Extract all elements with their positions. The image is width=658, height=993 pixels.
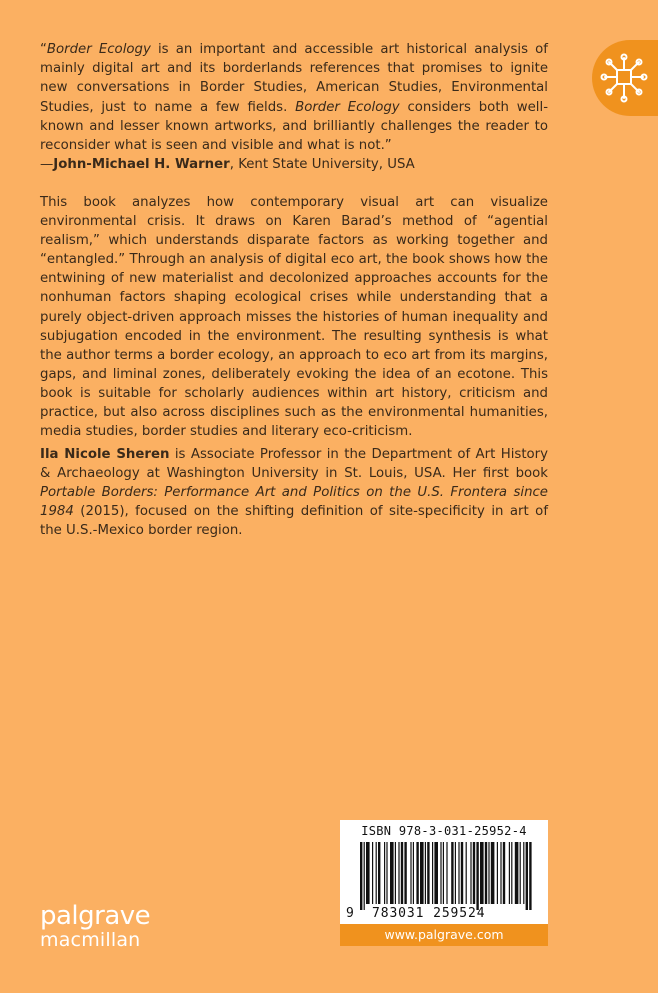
barcode-bar	[473, 842, 475, 904]
barcode-bar	[366, 842, 370, 904]
quote-affiliation: , Kent State University, USA	[229, 157, 415, 173]
barcode-bar	[372, 842, 373, 904]
barcode-bar	[416, 842, 418, 904]
barcode-bar	[446, 842, 447, 904]
barcode-bar	[410, 842, 411, 904]
barcode-bar	[503, 842, 505, 904]
network-node-icon	[600, 52, 650, 104]
barcode-bar	[529, 842, 531, 910]
barcode-bar	[515, 842, 519, 904]
barcode-bar	[451, 842, 453, 904]
quote-text: is an important and accessible art historical analysis of mainly digital art and its borderlands references that promises to ignite new conversations in Border Studies, American Studies, Environmental Studies, just to name a few fields.	[40, 42, 548, 115]
endorsement-quote	[40, 40, 548, 175]
book-summary: This book analyzes how contemporary visual art can visualize environmental crisis. It draws on Karen Barad’s method of “agential realism,” which understands disparate factors as working together and “entangled.” Through an analysis of digital eco art, the book shows how the entwining of new materialist and decolonized approaches accounts for the nonhuman factors shaping ecological crises while understanding that a purely object-driven approach misses the histories of human inequality and subjugation encoded in the environment. The resulting synthesis is what the author terms a border ecology, an approach to eco art from its margins, gaps, and liminal zones, deliberately evoking the idea of an ecotone. This book is suitable for scholarly audiences within art history, criticism and practice, but also across disciplines such as the environmental humanities, media studies, border studies and literary eco-criticism.	[40, 195, 548, 440]
barcode-bar	[500, 842, 501, 904]
imprint-badge	[592, 40, 658, 116]
publisher-website[interactable]: www.palgrave.com	[340, 924, 548, 946]
barcode-bar	[360, 842, 362, 910]
quote-body	[40, 40, 548, 155]
author-name: Ila Nicole Sheren	[40, 447, 170, 462]
barcode-bar	[425, 842, 426, 904]
author-bio	[40, 445, 548, 540]
barcode-bar	[378, 842, 380, 904]
barcode-bar	[440, 842, 441, 904]
barcode-bar	[523, 842, 524, 904]
barcode-bar	[390, 842, 394, 904]
barcode-bar	[364, 842, 365, 910]
barcode-bar	[485, 842, 487, 904]
ean-digits: 783031 259524	[372, 906, 486, 921]
barcode-bar	[443, 842, 444, 904]
barcode-bar	[395, 842, 396, 904]
barcode-bar	[466, 842, 467, 904]
barcode-bar	[432, 842, 433, 904]
barcode-bar	[497, 842, 498, 904]
barcode-bar	[526, 842, 528, 910]
barcode-bar	[476, 842, 478, 910]
quote-text: considers both well-known and lesser known artworks, and brilliantly challenges the reader to reconsider what is seen and visible and what is not.”	[40, 99, 548, 154]
barcode-bars	[360, 842, 532, 912]
barcode-bar	[511, 842, 512, 904]
barcode-bar	[491, 842, 495, 904]
barcode-bar	[470, 842, 471, 904]
quote-author: John-Michael H. Warner	[53, 157, 230, 173]
publisher-logo-line2: macmillan	[40, 929, 141, 951]
bio-text: (2015), focused on the shifting definition of site-specificity in art of the U.S.-Mexico border region.	[40, 504, 548, 539]
barcode-bar	[480, 842, 484, 904]
quote-open-mark: “	[40, 42, 47, 57]
attribution-dash: —	[40, 157, 54, 173]
barcode-bar	[455, 842, 456, 904]
previous-book-title: Portable Borders: Performance Art and Politics on the U.S. Frontera since 1984	[40, 485, 548, 520]
barcode-bar	[401, 842, 403, 904]
barcode-bar	[398, 842, 399, 904]
barcode-bar	[509, 842, 510, 904]
quote-attribution	[40, 155, 548, 175]
publisher-logo	[40, 903, 150, 950]
barcode-bar	[434, 842, 438, 904]
barcode-bar	[376, 842, 377, 904]
barcode-bar	[413, 842, 414, 904]
barcode-bar	[461, 842, 463, 904]
bio-text: is Associate Professor in the Department of Art History & Archaeology at Washington University in St. Louis, USA. Her first book	[40, 447, 549, 482]
isbn-label: ISBN 978-3-031-25952-4	[361, 824, 527, 838]
barcode-bar	[488, 842, 489, 904]
barcode-bar	[520, 842, 521, 904]
barcode-bar	[386, 842, 387, 904]
barcode-bar	[404, 842, 406, 904]
publisher-logo-line1: palgrave	[40, 901, 151, 931]
quote-book-title: Border Ecology	[46, 42, 151, 57]
quote-book-title: Border Ecology	[295, 99, 400, 115]
isbn-barcode	[340, 820, 548, 924]
barcode-bar	[420, 842, 424, 904]
barcode-bar	[458, 842, 459, 904]
barcode-bar	[427, 842, 429, 904]
barcode-bar	[384, 842, 385, 904]
ean-first-digit: 9	[346, 906, 354, 921]
